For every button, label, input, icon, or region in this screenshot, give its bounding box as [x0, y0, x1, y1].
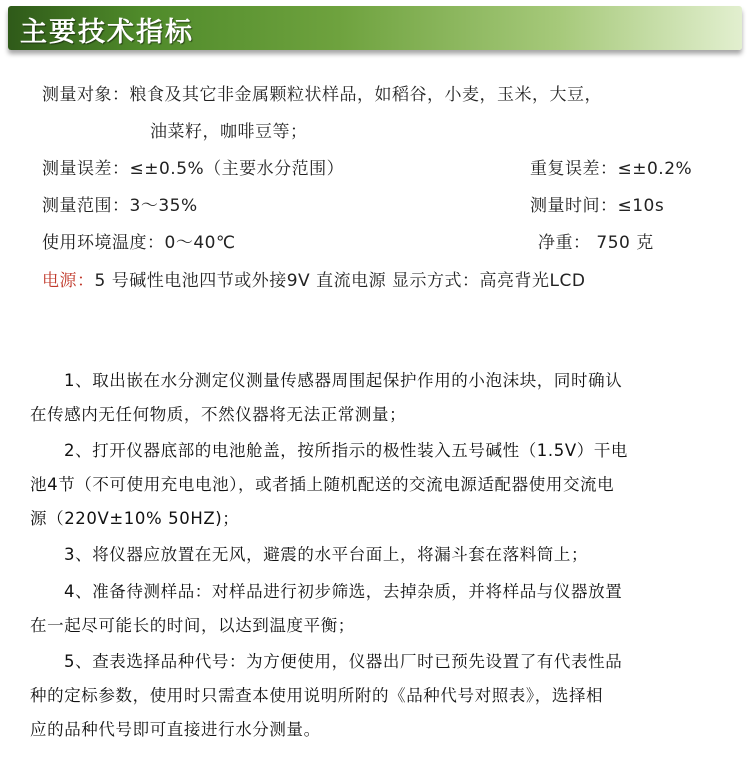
instruction-4-line-1: 4、准备待测样品：对样品进行初步筛选，去掉杂质，并将样品与仪器放置 [64, 582, 623, 601]
spec-object-line1: 粮食及其它非金属颗粒状样品，如稻谷，小麦，玉米，大豆， [129, 85, 602, 105]
section-banner [0, 0, 750, 62]
instruction-2 [30, 434, 722, 536]
spec-object-label: 测量对象： [42, 85, 130, 105]
spec-object-line2: 油菜籽，咖啡豆等； [150, 122, 308, 142]
instruction-5-line-3: 应的品种代号即可直接进行水分测量。 [30, 720, 321, 739]
spec-power [42, 266, 585, 291]
instruction-3 [30, 538, 722, 572]
spec-temp: 使用环境温度：0～40℃ [42, 233, 236, 253]
instruction-2-line-3: 源（220V±10% 50HZ)； [30, 509, 240, 528]
instruction-2-line-2: 池4节（不可使用充电电池），或者插上随机配送的交流电源适配器使用交流电 [30, 475, 615, 494]
instruction-3-line-1: 3、将仪器应放置在无风，避震的水平台面上，将漏斗套在落料筒上； [64, 545, 589, 564]
instruction-1-line-1: 1、取出嵌在水分测定仪测量传感器周围起保护作用的小泡沫块，同时确认 [64, 371, 623, 390]
instruction-1 [30, 364, 722, 432]
spec-error: 测量误差：≤±0.5%（主要水分范围） [42, 159, 345, 179]
instruction-4 [30, 575, 722, 643]
spec-power-value: 5 号碱性电池四节或外接9V 直流电源 显示方式：高亮背光LCD [94, 271, 586, 291]
spec-power-label: 电源： [42, 271, 95, 291]
instruction-5 [30, 645, 722, 747]
spec-object [42, 80, 602, 105]
spec-weight: 净重： 750 克 [538, 233, 654, 253]
instruction-5-line-2: 种的定标参数，使用时只需查本使用说明所附的《品种代号对照表》，选择相 [30, 686, 604, 705]
instruction-2-line-1: 2、打开仪器底部的电池舱盖，按所指示的极性装入五号碱性（1.5V）干电 [64, 441, 629, 460]
section-title: 主要技术指标 [20, 17, 194, 48]
spec-repeat-error: 重复误差：≤±0.2% [530, 159, 693, 179]
instruction-5-line-1: 5、查表选择品种代号：为方便使用，仪器出厂时已预先设置了有代表性品 [64, 652, 623, 671]
spec-time: 测量时间：≤10s [530, 196, 665, 216]
instruction-4-line-2: 在一起尽可能长的时间，以达到温度平衡； [30, 616, 355, 635]
instruction-1-line-2: 在传感内无任何物质，不然仪器将无法正常测量； [30, 405, 407, 424]
spec-range: 测量范围：3～35% [42, 196, 198, 216]
